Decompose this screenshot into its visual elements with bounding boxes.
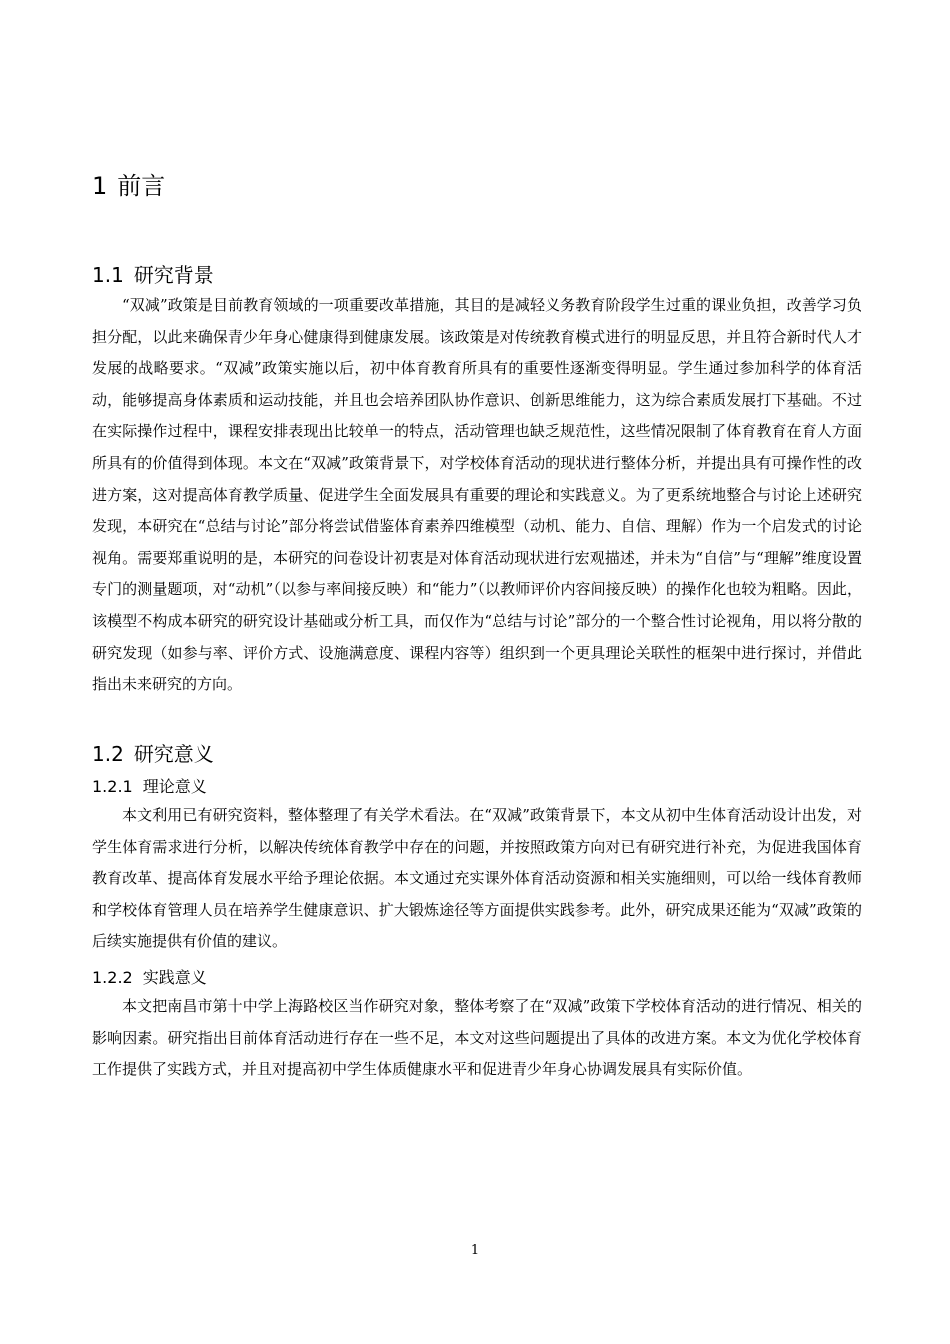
chapter-number: 1 (92, 172, 108, 200)
chapter-title: 前言 (117, 172, 166, 200)
subsection-title: 实践意义 (142, 968, 207, 987)
body-paragraph: 本文把南昌市第十中学上海路校区当作研究对象，整体考察了在“双减”政策下学校体育活动的进行情况、相关的影响因素。研究指出目前体育活动进行存在一些不足，本文对这些问题提出了具体的改进方案。本文为优化学校体育工作提供了实践方式，并且对提高初中学生体质健康水平和促进青少年身心协调发展具有实际价值。 (92, 997, 862, 1079)
section-research-background (92, 260, 862, 701)
chapter-heading (92, 168, 165, 204)
section-heading (92, 739, 862, 769)
subsection-title: 理论意义 (142, 777, 207, 796)
section-number: 1.1 (92, 263, 124, 287)
subsection-theoretical-significance (92, 774, 862, 958)
subsection-heading (92, 965, 862, 991)
section-title: 研究意义 (133, 742, 214, 766)
section-research-significance (92, 739, 862, 769)
section-title: 研究背景 (133, 263, 214, 287)
subsection-heading (92, 774, 862, 800)
body-paragraph: “双减”政策是目前教育领域的一项重要改革措施，其目的是减轻义务教育阶段学生过重的课业负担，改善学习负担分配，以此来确保青少年身心健康得到健康发展。该政策是对传统教育模式进行的明显反思，并且符合新时代人才发展的战略要求。“双减”政策实施以后，初中体育教育所具有的重要性逐渐变得明显。学生通过参加科学的体育活动，能够提高身体素质和运动技能，并且也会培养团队协作意识、创新思维能力，这为综合素质发展打下基础。不过在实际操作过程中，课程安排表现出比较单一的特点，活动管理也缺乏规范性，这些情况限制了体育教育在育人方面所具有的价值得到体现。本文在“双减”政策背景下，对学校体育活动的现状进行整体分析，并提出具有可操作性的改进方案，这对提高体育教学质量、促进学生全面发展具有重要的理论和实践意义。为了更系统地整合与讨论上述研究发现，本研究在“总结与讨论”部分将尝试借鉴体育素养四维模型（动机、能力、自信、理解）作为一个启发式的讨论视角。需要郑重说明的是，本研究的问卷设计初衷是对体育活动现状进行宏观描述，并未为“自信”与“理解”维度设置专门的测量题项，对“动机”（以参与率间接反映）和“能力”（以教师评价内容间接反映）的操作化也较为粗略。因此，该模型不构成本研究的研究设计基础或分析工具，而仅作为“总结与讨论”部分的一个整合性讨论视角，用以将分散的研究发现（如参与率、评价方式、设施满意度、课程内容等）组织到一个更具理论关联性的框架中进行探讨，并借此指出未来研究的方向。 (92, 296, 862, 694)
section-number: 1.2 (92, 742, 124, 766)
body-paragraph: 本文利用已有研究资料，整体整理了有关学术看法。在“双减”政策背景下，本文从初中生体育活动设计出发，对学生体育需求进行分析，以解决传统体育教学中存在的问题，并按照政策方向对已有研究进行补充，为促进我国体育教育改革、提高体育发展水平给予理论依据。本文通过充实课外体育活动资源和相关实施细则，可以给一线体育教师和学校体育管理人员在培养学生健康意识、扩大锻炼途径等方面提供实践参考。此外，研究成果还能为“双减”政策的后续实施提供有价值的建议。 (92, 806, 862, 951)
subsection-number: 1.2.2 (92, 968, 133, 987)
page-number: 1 (470, 1243, 480, 1258)
subsection-practical-significance (92, 965, 862, 1086)
subsection-number: 1.2.1 (92, 777, 133, 796)
section-heading (92, 260, 862, 290)
